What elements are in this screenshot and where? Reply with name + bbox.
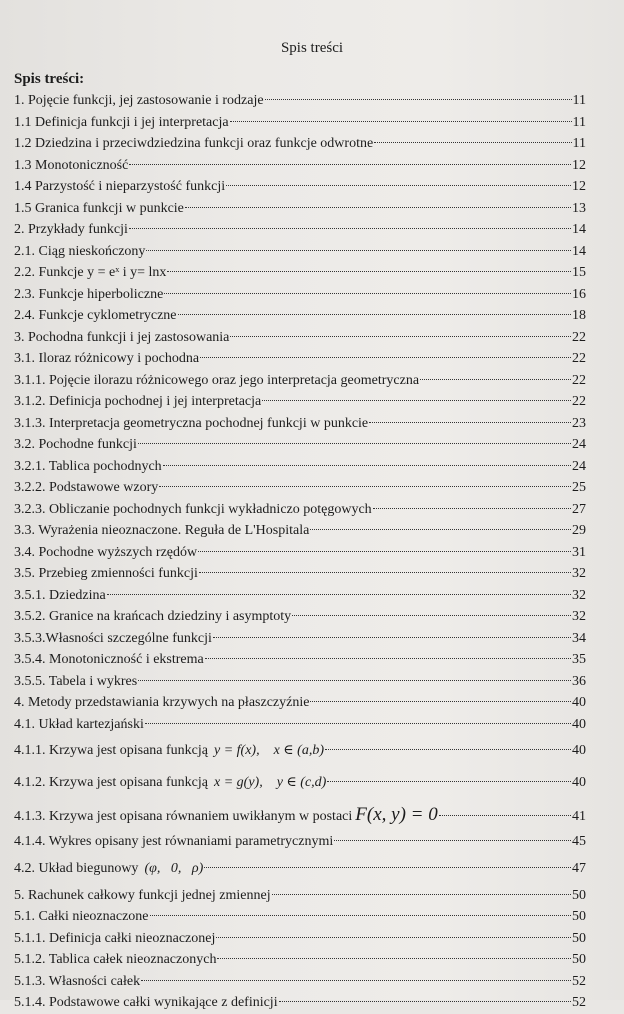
dot-leader (325, 749, 571, 750)
toc-entry-title: 1.1 Definicja funkcji i jej interpretacja (14, 114, 229, 130)
toc-entry-title: 1.2 Dziedzina i przeciwdziedzina funkcji oraz funkcje odwrotne (14, 136, 374, 151)
toc-entry (14, 992, 586, 1014)
toc-entry-page-number: 50 (572, 930, 586, 946)
toc-entry-title: 5.1. Całki nieoznaczone (14, 909, 149, 924)
dot-leader (310, 701, 571, 702)
toc-entry-title: 3.4. Pochodne wyższych rzędów (14, 544, 198, 560)
dot-leader (292, 615, 571, 616)
dot-leader (327, 781, 571, 782)
toc-entry-title: 3.5.4. Monotoniczność i ekstrema (14, 652, 204, 667)
dot-leader (369, 422, 571, 423)
toc-entry-title: 3.5.2. Granice na krańcach dziedziny i asymptoty (14, 609, 292, 624)
toc-entry-title: 1. Pojęcie funkcji, jej zastosowanie i rodzaje (14, 93, 264, 108)
toc-entry-page-number: 27 (572, 501, 586, 517)
toc-entry (14, 714, 586, 736)
dot-leader (279, 1001, 571, 1002)
toc-entry-page-number: 16 (572, 286, 586, 302)
toc-entry-title: 1.5 Granica funkcji w punkcie (14, 200, 184, 216)
toc-entry (14, 735, 586, 767)
toc-entry-title: 3. Pochodna funkcji i jej zastosowania (14, 329, 230, 345)
toc-entry (14, 90, 586, 112)
toc-entry-title: 4.1.4. Wykres opisany jest równaniami parametrycznymi (14, 834, 334, 849)
toc-entry-page-number: 14 (572, 222, 586, 237)
dot-leader (205, 658, 571, 659)
toc-entry-title: 2.2. Funkcje y = eˣ i y= lnx (14, 265, 167, 280)
toc-entry-title: 4.2. Układ biegunowy (14, 860, 139, 876)
toc-entry-page-number: 36 (572, 673, 586, 689)
toc-entry (14, 885, 586, 907)
toc-entry (14, 284, 586, 306)
toc-entry-page-number: 32 (572, 587, 586, 603)
dot-leader (226, 185, 571, 186)
toc-entry (14, 649, 586, 671)
toc-entry (14, 628, 586, 650)
toc-entry-page-number: 22 (572, 372, 586, 388)
dot-leader (164, 293, 571, 294)
dot-leader (159, 486, 571, 487)
dot-leader (146, 250, 571, 251)
toc-entry (14, 563, 586, 585)
toc-entry (14, 327, 586, 349)
dot-leader (439, 815, 571, 816)
toc-entry-page-number: 15 (572, 265, 586, 280)
toc-entry-page-number: 45 (572, 834, 586, 849)
toc-entry (14, 477, 586, 499)
toc-entry-page-number: 24 (572, 458, 586, 474)
dot-leader (107, 594, 571, 595)
toc-entry-title: 2.1. Ciąg nieskończony (14, 243, 146, 259)
toc-entry-page-number: 22 (572, 351, 586, 366)
dot-leader (167, 271, 571, 272)
toc-entry-title: 3.2.1. Tablica pochodnych (14, 458, 162, 474)
toc-entry-title: 2.3. Funkcje hiperboliczne (14, 286, 164, 302)
toc-entry-title: 3.2. Pochodne funkcji (14, 437, 137, 452)
toc-entry (14, 585, 586, 607)
toc-heading: Spis treści: (14, 71, 85, 87)
toc-entry (14, 112, 586, 134)
toc-entry (14, 692, 586, 714)
toc-entry-title: 3.5. Przebieg zmienności funkcji (14, 566, 198, 581)
toc-entry-title: 1.4 Parzystość i nieparzystość funkcji (14, 179, 226, 194)
dot-leader (217, 958, 571, 959)
toc-entry (14, 305, 586, 327)
toc-entry (14, 434, 586, 456)
toc-entry (14, 370, 586, 392)
dot-leader (262, 400, 571, 401)
toc-entry-title: 3.5.5. Tabela i wykres (14, 673, 138, 689)
toc-entry (14, 906, 586, 928)
toc-entry-title: 5.1.2. Tablica całek nieoznaczonych (14, 952, 217, 967)
page-header: Spis treści (280, 40, 344, 56)
toc-entry-page-number: 32 (572, 609, 586, 624)
toc-entry-page-number: 12 (572, 179, 586, 194)
toc-entry-title: 3.5.1. Dziedzina (14, 587, 106, 603)
toc-entry (14, 499, 586, 521)
toc-entry (14, 767, 586, 799)
toc-entry-page-number: 31 (572, 544, 586, 560)
toc-entry (14, 456, 586, 478)
toc-entry-page-number: 29 (572, 523, 586, 538)
dot-leader (129, 228, 571, 229)
toc-entry (14, 133, 586, 155)
dot-leader (129, 164, 571, 165)
toc-entry-title: 3.1.2. Definicja pochodnej i jej interpretacja (14, 394, 262, 409)
dot-leader (230, 336, 571, 337)
toc-entry (14, 799, 586, 831)
toc-entry (14, 262, 586, 284)
toc-entry-formula: x = g(y), y ∈ (c,d) (214, 775, 327, 790)
toc-entry-formula: (φ, 0, ρ) (144, 860, 204, 876)
toc-entry-title: 4. Metody przedstawiania krzywych na płaszczyźnie (14, 695, 310, 710)
toc-entry-page-number: 14 (572, 243, 586, 259)
toc-entry-page-number: 24 (572, 437, 586, 452)
dot-leader (204, 867, 571, 868)
toc-entry-title: 5.1.4. Podstawowe całki wynikające z definicji (14, 995, 278, 1010)
toc-entry (14, 241, 586, 263)
toc-entry-page-number: 11 (572, 136, 586, 151)
dot-leader (141, 980, 571, 981)
toc-entry (14, 928, 586, 950)
toc-entry-page-number: 52 (572, 995, 586, 1010)
dot-leader (265, 99, 572, 100)
toc-entry-title: 3.2.3. Obliczanie pochodnych funkcji wykładniczo potęgowych (14, 501, 372, 517)
toc-entry-page-number: 52 (572, 973, 586, 989)
dot-leader (200, 357, 571, 358)
dot-leader (373, 508, 571, 509)
toc-entry-page-number: 40 (572, 716, 586, 732)
toc-entry-page-number: 50 (572, 952, 586, 967)
toc-entry-page-number: 11 (572, 93, 586, 108)
toc-entry-page-number: 50 (572, 887, 586, 903)
toc-entry-page-number: 13 (572, 200, 586, 216)
toc-entry-title: 3.5.3.Własności szczególne funkcji (14, 630, 212, 646)
toc-entry (14, 391, 586, 413)
dot-leader (272, 894, 571, 895)
dot-leader (138, 443, 571, 444)
toc-entry (14, 542, 586, 564)
toc-entry (14, 853, 586, 885)
dot-leader (230, 121, 572, 122)
dot-leader (198, 551, 571, 552)
toc-entry-formula: F(x, y) = 0 (355, 804, 438, 825)
toc-entry-page-number: 40 (572, 695, 586, 710)
toc-entry-page-number: 22 (572, 394, 586, 409)
toc-entry-page-number: 41 (572, 809, 586, 824)
toc-entry-page-number: 34 (572, 630, 586, 646)
dot-leader (150, 915, 571, 916)
toc-entry-title: 2. Przykłady funkcji (14, 222, 128, 237)
toc-entry-page-number: 40 (572, 743, 586, 758)
toc-entry-title: 3.3. Wyrażenia nieoznaczone. Reguła de L'Hospitala (14, 523, 310, 538)
toc-entry (14, 155, 586, 177)
dot-leader (145, 723, 571, 724)
toc-entry-page-number: 22 (572, 329, 586, 345)
toc-entry-title: 4.1. Układ kartezjański (14, 716, 144, 732)
dot-leader (334, 840, 571, 841)
toc-entry-page-number: 23 (572, 415, 586, 431)
toc-entry (14, 520, 586, 542)
toc-entry-title: 2.4. Funkcje cyklometryczne (14, 308, 177, 323)
toc-entry-title: 4.1.3. Krzywa jest opisana równaniem uwikłanym w postaci (14, 809, 353, 824)
toc-entry-title: 3.1. Iloraz różnicowy i pochodna (14, 351, 200, 366)
toc-entry (14, 606, 586, 628)
dot-leader (178, 314, 571, 315)
dot-leader (374, 142, 571, 143)
toc-entry-title: 5. Rachunek całkowy funkcji jednej zmiennej (14, 887, 271, 903)
toc-entry-title: 3.1.1. Pojęcie ilorazu różnicowego oraz jego interpretacja geometryczna (14, 372, 420, 388)
toc-entry-page-number: 40 (572, 775, 586, 790)
toc-entry-formula: y = f(x), x ∈ (a,b) (214, 743, 324, 758)
toc-entry-page-number: 32 (572, 566, 586, 581)
dot-leader (216, 937, 571, 938)
toc-entry (14, 949, 586, 971)
table-of-contents (14, 90, 586, 1014)
toc-entry (14, 971, 586, 993)
dot-leader (213, 637, 571, 638)
toc-entry-page-number: 50 (572, 909, 586, 924)
toc-entry-page-number: 18 (572, 308, 586, 323)
dot-leader (310, 529, 571, 530)
dot-leader (138, 680, 571, 681)
toc-entry-title: 5.1.1. Definicja całki nieoznaczonej (14, 930, 216, 946)
dot-leader (163, 465, 571, 466)
toc-entry-page-number: 35 (572, 652, 586, 667)
toc-entry-title: 5.1.3. Własności całek (14, 973, 141, 989)
toc-entry-title: 3.1.3. Interpretacja geometryczna pochodnej funkcji w punkcie (14, 415, 369, 431)
toc-entry-title: 1.3 Monotoniczność (14, 157, 129, 173)
toc-entry (14, 219, 586, 241)
toc-entry-page-number: 25 (572, 480, 586, 495)
toc-entry-title: 4.1.2. Krzywa jest opisana funkcją (14, 775, 208, 790)
toc-entry-title: 4.1.1. Krzywa jest opisana funkcją (14, 743, 208, 758)
toc-entry (14, 671, 586, 693)
toc-entry-page-number: 11 (572, 114, 586, 130)
toc-entry (14, 413, 586, 435)
toc-entry (14, 348, 586, 370)
dot-leader (199, 572, 571, 573)
toc-entry (14, 176, 586, 198)
dot-leader (185, 207, 571, 208)
toc-entry-title: 3.2.2. Podstawowe wzory (14, 480, 159, 495)
toc-entry (14, 198, 586, 220)
dot-leader (420, 379, 571, 380)
toc-entry (14, 831, 586, 853)
toc-entry-page-number: 47 (572, 860, 586, 876)
toc-entry-page-number: 12 (572, 157, 586, 173)
